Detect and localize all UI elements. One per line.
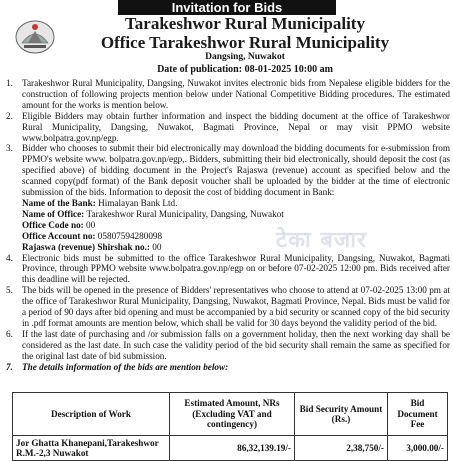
estimated-amount: 86,32,139.19/- <box>170 436 295 461</box>
office-title: Office Tarakeshwor Rural Municipality <box>100 33 390 52</box>
banner-title: Invitation for Bids <box>118 0 336 15</box>
clause-7: 7. The details information of the bids are mention below: <box>6 361 229 372</box>
publication-date: Date of publication: 08-01-2025 10:00 am <box>157 64 333 75</box>
column-header: Description of Work <box>13 393 170 436</box>
clause-2: 2. Eligible Bidders may obtain further information and inspect the bidding document at the office of Tarakeshwor Rural Municipality, Dangsing, Nuwakot, Bagmati Province, Nepal or may visit PPMO website www.bolpatra.gov.np/egp. <box>6 110 450 143</box>
watermark-logo: टेका बजार <box>276 228 367 253</box>
address: Dangsing, Nuwakot <box>205 52 285 62</box>
work-description: Jor Ghatta Khanepani,Tarakeshwor R.M.-2,3 Nuwakot <box>13 436 170 461</box>
bid-security-amount: 2,38,750/- <box>295 436 388 461</box>
municipality-title: Tarakeshwor Rural Municipality <box>125 14 365 33</box>
column-header: Estimated Amount, NRs (Excluding VAT and contingency) <box>170 393 295 436</box>
table-row <box>13 436 448 461</box>
bank-info: Name of the Bank: Himalayan Bank Ltd. Name of Office: Tarakeshwor Rural Municipality, Dangsing, Nuwakot Office Code no: 00 Office Account no: 05807594280098 Rajaswa (revenue) Shirshak no.: 00 <box>22 197 284 252</box>
clause-1: 1. Tarakeshwor Rural Municipality, Dangsing, Nuwakot invites electronic bids from Nepalese eligible bidders for the construction of following projects mention below under National Competitive Bidding procedures. The estimated amount for the works is mention below. <box>6 78 450 110</box>
clause-4: 4. Electronic bids must be submitted to the office Tarakeshwor Rural Municipality, Dangsing, Nuwakot, Bagmati Province, through PPMO website www.bolpatra.gov.np/egp on or before 07-02-2025 12:00 pm. Bids received after this deadline will be rejected. <box>6 252 450 285</box>
bid-document-fee: 3,000.00/- <box>388 436 448 461</box>
table-header-row <box>13 393 448 436</box>
notice-body <box>4 78 450 372</box>
column-header: Bid Security Amount (Rs.) <box>295 393 388 436</box>
clause-6: 6. If the last date of purchasing and /or submission falls on a government holiday, then the next working day shall be considered as the last date. In such case the validity period of the bid security shall remain the same as specified for the original last date of bid submission. <box>6 328 450 361</box>
column-header: Bid Document Fee <box>388 393 448 436</box>
bids-table <box>12 392 448 461</box>
nepal-emblem-icon <box>14 17 56 55</box>
clause-5: 5. The bids will be opened in the presence of Bidders' representatives who choose to attend at 07-02-2025 13:00 pm at the office of Tarakeshwor Rural Municipality, Dangsing, Nuwakot, Bagmati Province, Nepal. Bids must be valid for a period of 90 days after bid opening and must be accompanied by a bid security or scanned copy of the bid security in .pdf format amounts are mention below, which shall be valid for 30 days beyond the validity period of the bid. <box>6 285 450 328</box>
clause-3: 3. Bidder who chooses to submit their bid electronically may download the bidding documents for e-submission from PPMO's website www. bolpatra.gov.np/egp,. Bidders, submitting their bid electronically, should deposit the cost (as specified above) of bidding document in the Project's Rajaswa (revenue) account as specified below and the scanned copy(pdf format) of the Bank deposit voucher shall be uploaded by the bidder at the time of electronic submission of the bids. Information to deposit the cost of bidding document in Bank: <box>6 143 450 198</box>
